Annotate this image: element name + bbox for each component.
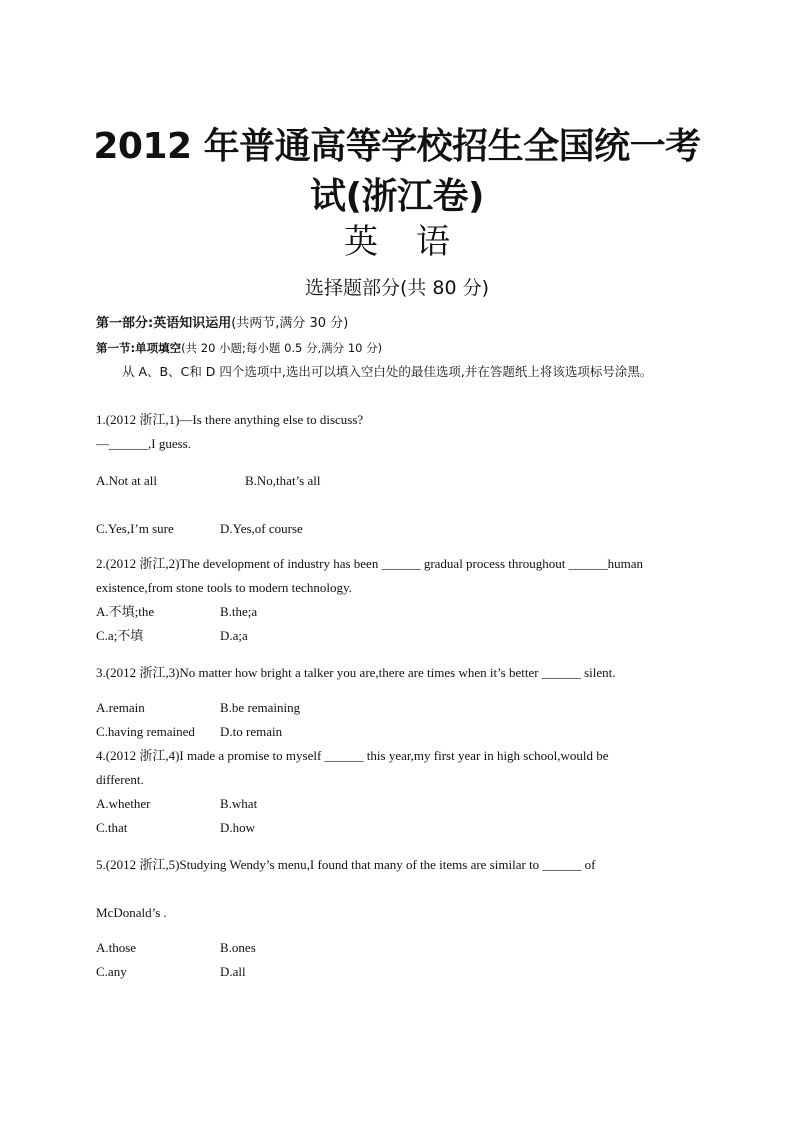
subject-char-2: 语 bbox=[416, 222, 450, 262]
question-2-option-d: D.a;a bbox=[220, 628, 248, 643]
question-3-stem: 3.(2012 浙江,3)No matter how bright a talker you are,there are times when it’s better ______ silent. bbox=[96, 665, 616, 680]
sub-heading bbox=[96, 339, 382, 357]
subject-char-1: 英 bbox=[344, 222, 378, 262]
question-1-stem: 1.(2012 浙江,1)—Is there anything else to discuss? bbox=[96, 412, 364, 427]
question-3-option-b: B.be remaining bbox=[220, 700, 301, 715]
question-1-option-c: C.Yes,I’m sure bbox=[96, 521, 174, 536]
subject-title bbox=[0, 220, 794, 264]
question-4-option-d: D.how bbox=[220, 820, 256, 835]
sub-heading-detail: (共 20 小题;每小题 0.5 分,满分 10 分) bbox=[181, 341, 383, 355]
question-1-option-d: D.Yes,of course bbox=[220, 521, 303, 536]
part-heading bbox=[96, 314, 348, 334]
exam-title bbox=[60, 122, 734, 222]
question-1-option-a: A.Not at all bbox=[96, 473, 158, 488]
question-2-option-c: C.a;不填 bbox=[96, 628, 144, 643]
section-header: 选择题部分(共 80 分) bbox=[304, 277, 490, 299]
question-1-option-b: B.No,that’s all bbox=[245, 473, 321, 488]
question-2-option-a: A.不填;the bbox=[96, 604, 155, 619]
question-4-stem-2: different. bbox=[96, 772, 144, 787]
question-2-option-b: B.the;a bbox=[220, 604, 258, 619]
question-2-stem-2: existence,from stone tools to modern technology. bbox=[96, 580, 352, 595]
question-4-stem: 4.(2012 浙江,4)I made a promise to myself ______ this year,my first year in high school,would be bbox=[96, 748, 609, 763]
question-3-option-a: A.remain bbox=[96, 700, 145, 715]
question-5-option-c: C.any bbox=[96, 964, 127, 979]
question-4-option-c: C.that bbox=[96, 820, 128, 835]
question-5-stem: 5.(2012 浙江,5)Studying Wendy’s menu,I found that many of the items are similar to ______ of bbox=[96, 857, 596, 872]
question-5-option-a: A.those bbox=[96, 940, 137, 955]
exam-title-line-2: 试(浙江卷) bbox=[310, 176, 484, 217]
question-2-stem: 2.(2012 浙江,2)The development of industry has been ______ gradual process throughout ______human bbox=[96, 556, 643, 571]
question-3-option-d: D.to remain bbox=[220, 724, 283, 739]
instructions: 从 A、B、C和 D 四个选项中,选出可以填入空白处的最佳选项,并在答题纸上将该选项标号涂黑。 bbox=[122, 364, 653, 379]
question-4-option-b: B.what bbox=[220, 796, 258, 811]
question-5-option-b: B.ones bbox=[220, 940, 256, 955]
part-heading-label: 第一部分:英语知识运用 bbox=[96, 316, 232, 331]
question-5-stem-2: McDonald’s . bbox=[96, 905, 167, 920]
question-5-option-d: D.all bbox=[220, 964, 246, 979]
exam-title-line-1: 2012 年普通高等学校招生全国统一考 bbox=[93, 126, 701, 167]
question-1-stem-2: —______,I guess. bbox=[96, 436, 191, 451]
question-4-option-a: A.whether bbox=[96, 796, 151, 811]
sub-heading-label: 第一节:单项填空 bbox=[96, 341, 182, 355]
question-3-option-c: C.having remained bbox=[96, 724, 195, 739]
part-heading-detail: (共两节,满分 30 分) bbox=[231, 316, 349, 331]
